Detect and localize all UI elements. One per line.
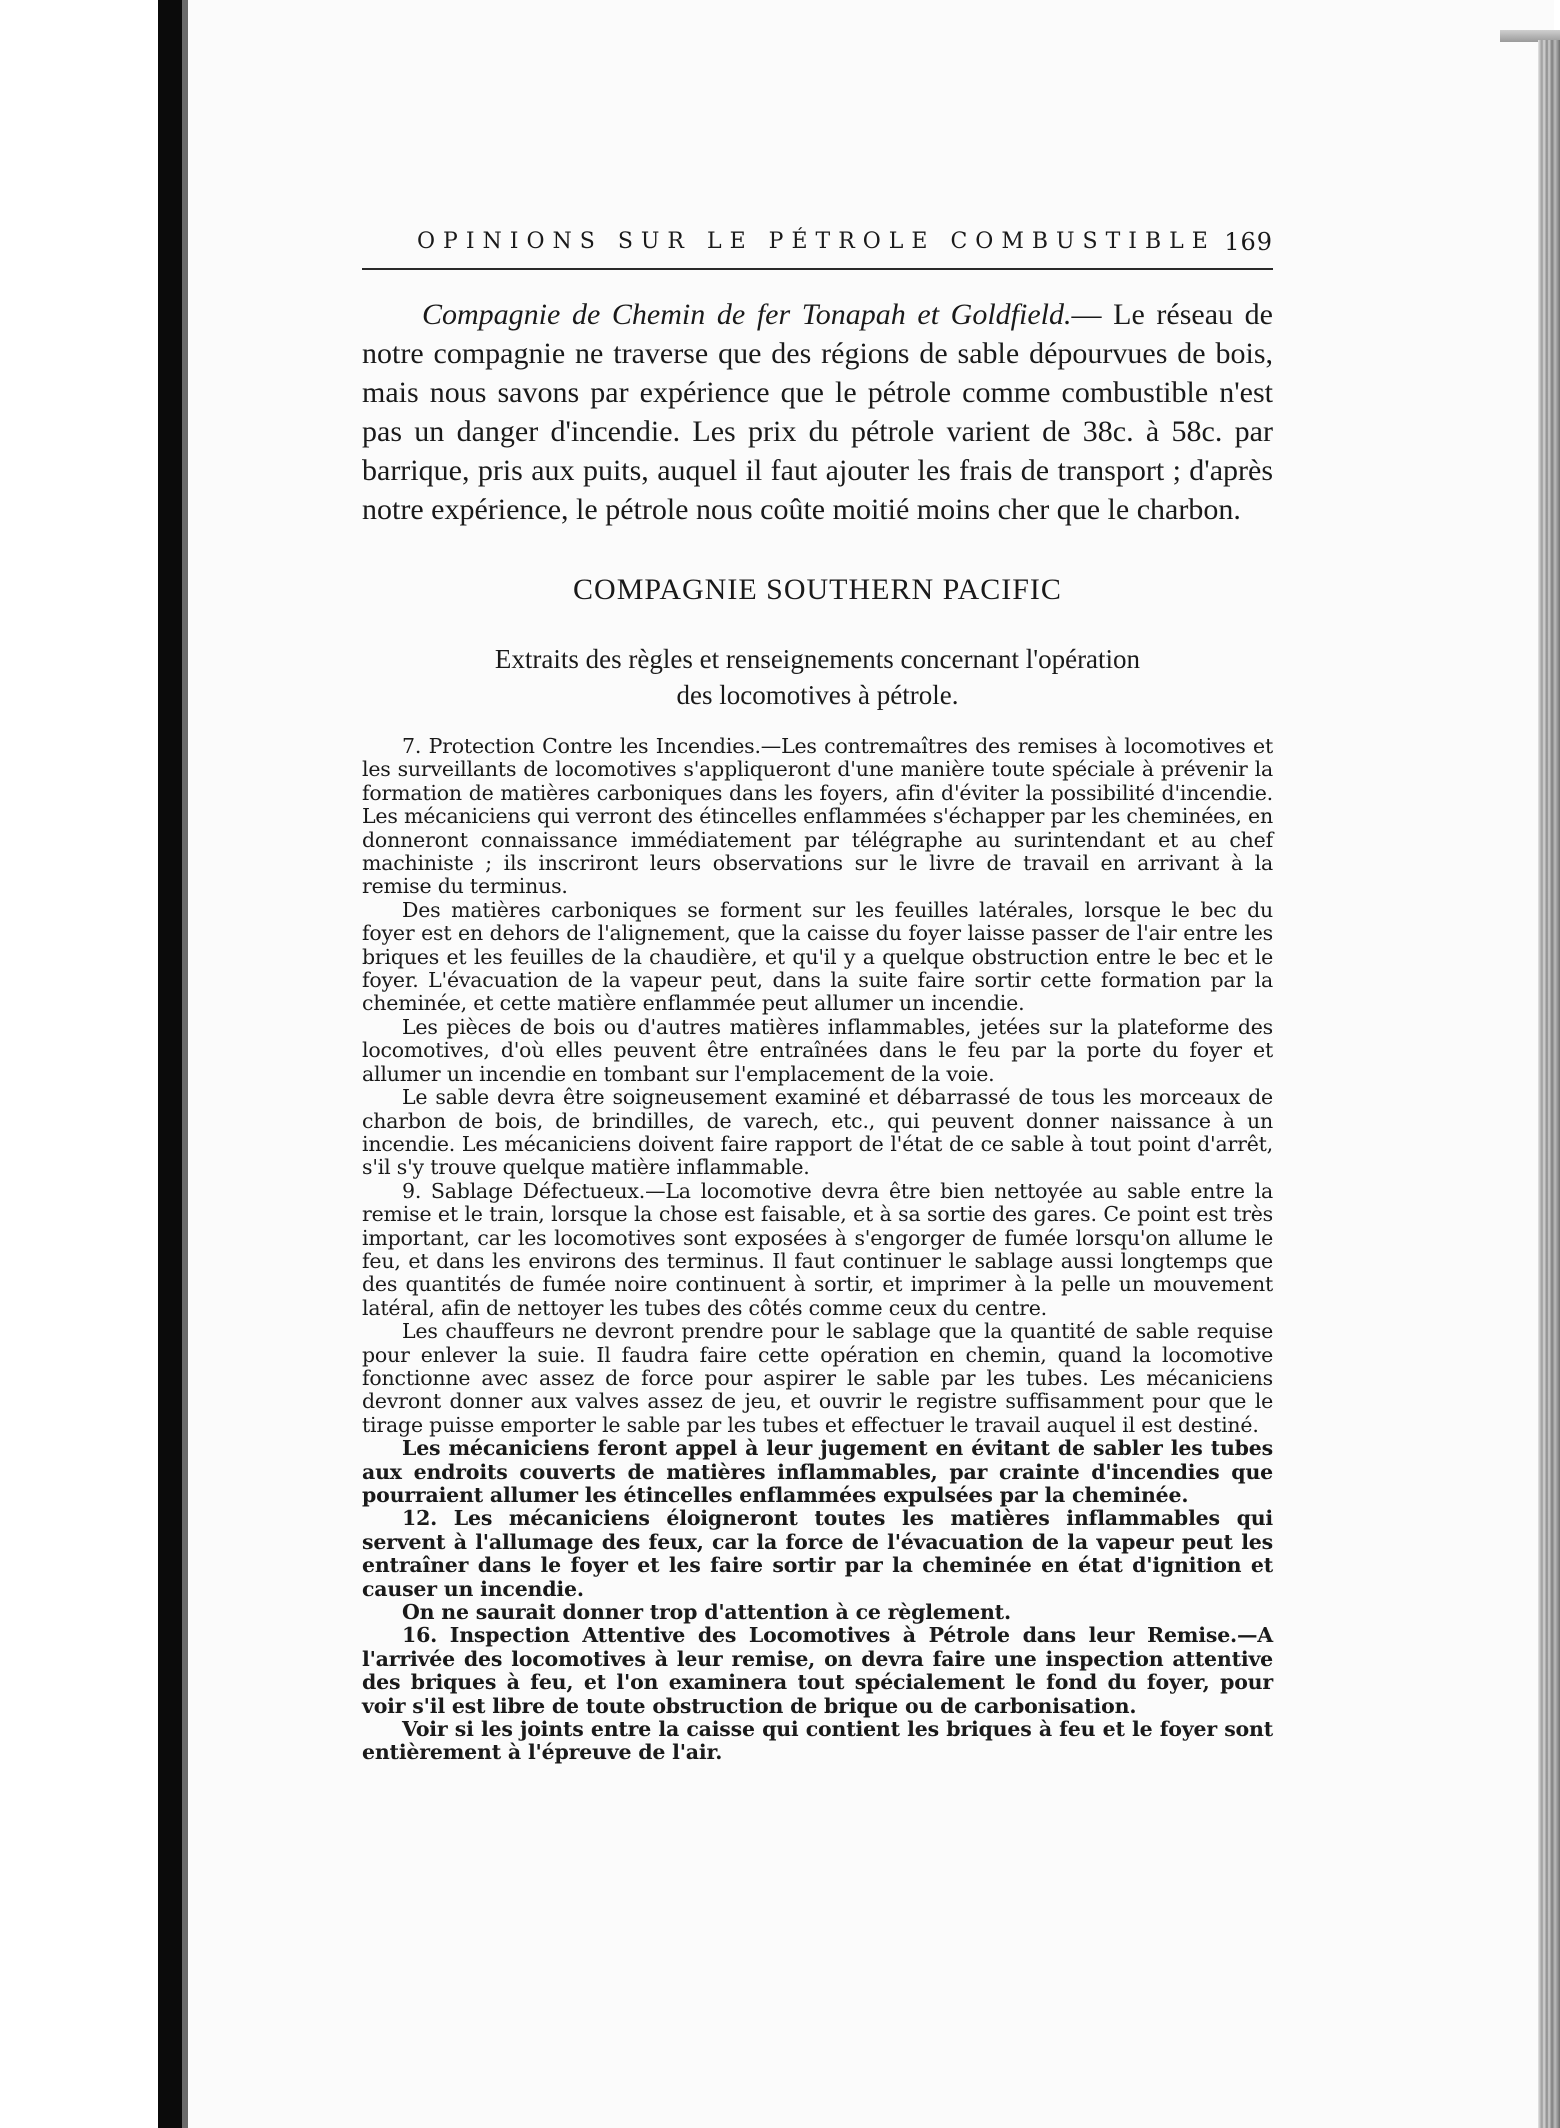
running-head-title: OPINIONS SUR LE PÉTROLE COMBUSTIBLE [417, 229, 1216, 254]
section-subtitle-line-1: Extraits des règles et renseignements concernant l'opération [494, 644, 1141, 674]
rule-paragraph: Le sable devra être soigneusement examiné et débarrassé de tous les morceaux de charbon de bois, de brindilles, de varech, etc., qui peuvent donner naissance à un incendie. Les mécaniciens doivent faire rapport de l'état de ce sable à tout point d'arrêt, s'il s'y trouve quelque matière inflammable. [362, 1085, 1273, 1180]
lead-paragraph-text: — Le réseau de notre compagnie ne traverse que des régions de sable dépourvues de bois, mais nous savons par expérience que le pétrole comme combustible n'est pas un danger d'incendie. Les prix du pétrole varient de 38c. à 58c. par barrique, pris aux puits, auquel il faut ajouter les frais de transport ; d'après notre expérience, le pétrole nous coûte moitié moins cher que le charbon. [362, 298, 1273, 526]
rule-paragraph-9: 9. Sablage Défectueux.—La locomotive devra être bien nettoyée au sable entre la remise et le train, lorsque la chose est faisable, et à sa sortie des gares. Ce point est très important, car les locomotives sont exposées à s'engorger de fumée lorsqu'on allume le feu, et dans les environs des terminus. Il faut continuer le sablage aussi longtemps que des quantités de fumée noire continuent à sortir, et imprimer à la pelle un mouvement latéral, afin de nettoyer les tubes des côtés comme ceux du centre. [362, 1178, 1273, 1320]
lead-company-name: Compagnie de Chemin de fer Tonapah et Goldfield. [422, 298, 1072, 331]
running-head [362, 222, 1273, 262]
rule-paragraph: Les mécaniciens feront appel à leur jugement en évitant de sabler les tubes aux endroits couverts de matières inflammables, par crainte d'incendies que pourraient allumer les étincelles enflammées expulsées par la cheminée. [362, 1436, 1273, 1507]
rule-paragraph: Des matières carboniques se forment sur les feuilles latérales, lorsque le bec du foyer est en dehors de l'alignement, que la caisse du foyer laisse passer de l'air entre les briques et les feuilles de la chaudière, et qu'il y a quelque obstruction entre le bec et le foyer. L'évacuation de la vapeur peut, dans la suite faire sortir cette formation par la cheminée, et cette matière enflammée peut allumer un incendie. [362, 897, 1273, 1016]
rule-paragraph: Voir si les joints entre la caisse qui contient les briques à feu et le foyer sont entièrement à l'épreuve de l'air. [362, 1717, 1273, 1765]
rule-paragraph-16: 16. Inspection Attentive des Locomotives à Pétrole dans leur Remise.—A l'arrivée des locomotives à leur remise, on devra faire une inspection attentive des briques à feu, et l'on examinera tout spécialement le fond du foyer, pour voir s'il est libre de toute obstruction de brique ou de carbonisation. [362, 1623, 1273, 1718]
page-number: 169 [1224, 228, 1273, 256]
rules-text [362, 735, 1273, 1765]
page-content [362, 222, 1273, 1765]
section-subtitle [362, 641, 1273, 713]
rule-paragraph: On ne saurait donner trop d'attention à ce règlement. [402, 1600, 1011, 1625]
section-subtitle-line-2: des locomotives à pétrole. [676, 680, 959, 710]
header-rule [362, 268, 1273, 273]
scan-binding-shadow [158, 0, 182, 2128]
section-title: COMPAGNIE SOUTHERN PACIFIC [573, 573, 1062, 606]
rule-paragraph: Les pièces de bois ou d'autres matières inflammables, jetées sur la plateforme des locomotives, d'où elles peuvent être entraînées dans le feu par la porte du foyer et allumer un incendie en tombant sur l'emplacement de la voie. [362, 1014, 1273, 1086]
rule-paragraph: Les chauffeurs ne devront prendre pour le sablage que la quantité de sable requise pour enlever la suie. Il faudra faire cette opération en chemin, quand la locomotive fonctionne avec assez de force pour aspirer le sable par les tubes. Les mécaniciens devront donner aux valves assez de jeu, et ouvrir le registre suffisamment pour que le tirage puisse emporter le sable par les tubes et effectuer le travail auquel il est destiné. [362, 1319, 1273, 1437]
page-stack-edge [1538, 40, 1560, 2128]
lead-paragraph [362, 295, 1273, 529]
rule-paragraph-7: 7. Protection Contre les Incendies.—Les contremaîtres des remises à locomotives et les surveillants de locomotives s'appliqueront d'une manière toute spéciale à prévenir la formation de matières carboniques dans les foyers, afin d'éviter la possibilité d'incendie. Les mécaniciens qui verront des étincelles enflammées s'échapper par les cheminées, en donneront connaissance immédiatement par télégraphe au surintendant et au chef machiniste ; ils inscriront leurs observations sur le livre de travail en arrivant à la remise du terminus. [362, 734, 1273, 899]
rule-paragraph-12: 12. Les mécaniciens éloigneront toutes les matières inflammables qui servent à l'allumage des feux, car la force de l'évacuation de la vapeur peut les entraîner dans le foyer et les faire sortir par la cheminée en état d'ignition et causer un incendie. [362, 1506, 1273, 1601]
